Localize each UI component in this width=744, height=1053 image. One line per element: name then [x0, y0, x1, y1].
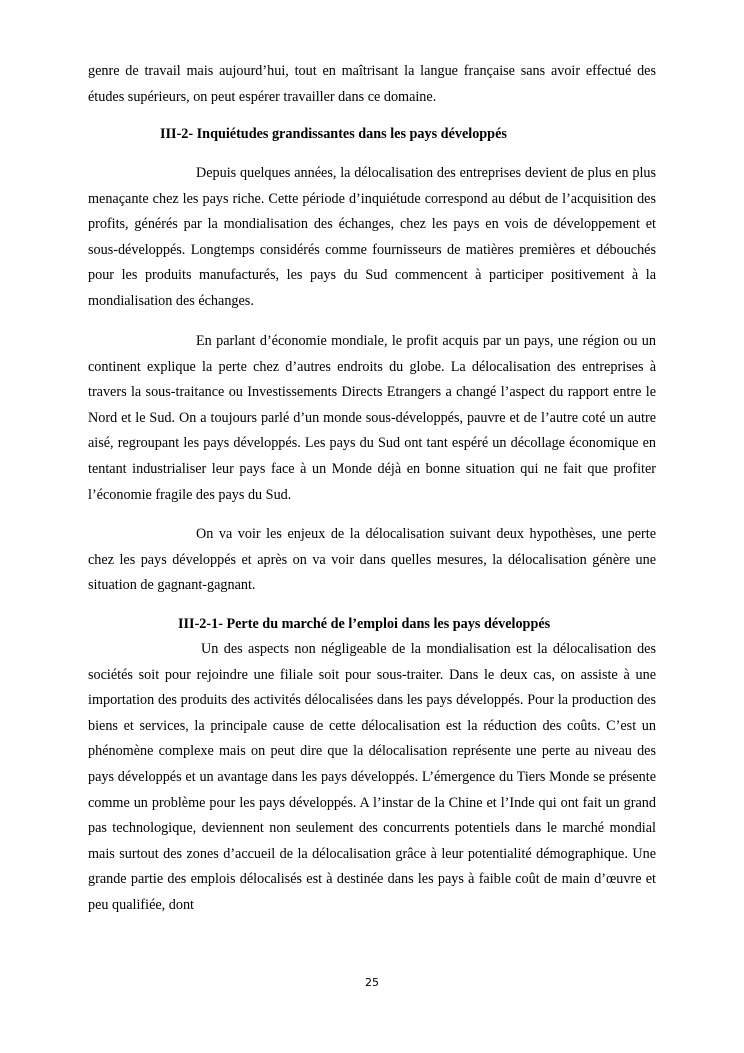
- paragraph-1: Depuis quelques années, la délocalisation des entreprises devient de plus en plus menaçante chez les pays riche. Cette période d’inquiétude correspond au début de l’acquisition des profits, générés par la mondialisation des échanges, chez les pays en vois de développement et sous-développés. Longtemps considérés comme fournisseurs de matières premières et débouchés pour les produits manufacturés, les pays du Sud commencent à participer positivement à la mondialisation des échanges.: [88, 165, 656, 309]
- paragraph-2: En parlant d’économie mondiale, le profit acquis par un pays, une région ou un continent explique la perte chez d’autres endroits du globe. La délocalisation des entreprises à travers la sous-traitance ou Investissements Directs Etrangers a changé l’aspect du rapport entre le Nord et le Sud. On a toujours parlé d’un monde sous-développés, pauvre et de l’autre coté un autre aisé, regroupant les pays développés. Les pays du Sud ont tant espéré un décollage économique en tentant industrialiser leur pays face à un Monde déjà en bonne situation qui ne fait que profiter l’économie fragile des pays du Sud.: [88, 333, 656, 503]
- section-heading-iii-2: III-2- Inquiétudes grandissantes dans les pays développés: [160, 126, 507, 142]
- page-number: 25: [365, 976, 379, 989]
- section-heading-iii-2-1: III-2-1- Perte du marché de l’emploi dans les pays développés: [178, 616, 551, 632]
- paragraph-intro: genre de travail mais aujourd’hui, tout en maîtrisant la langue française sans avoir effectué des études supérieurs, on peut espérer travailler dans ce domaine.: [88, 63, 656, 105]
- paragraph-3: On va voir les enjeux de la délocalisation suivant deux hypothèses, une perte chez les pays développés et après on va voir dans quelles mesures, la délocalisation génère une situation de gagnant-gagnant.: [88, 526, 656, 594]
- paragraph-4: Un des aspects non négligeable de la mondialisation est la délocalisation des sociétés soit pour rejoindre une filiale soit pour sous-traiter. Dans le deux cas, on assiste à une importation des produits des activités délocalisées dans les pays développés. Pour la production des biens et services, la principale cause de cette délocalisation est la réduction des coûts. C’est un phénomène complexe mais on peut dire que la délocalisation représente une perte au niveau des pays développés et un avantage dans les pays développés. L’émergence du Tiers Monde se présente comme un problème pour les pays développés. A l’instar de la Chine et l’Inde qui ont fait un grand pas technologique, deviennent non seulement des concurrents potentiels dans le marché mondial mais surtout des zones d’accueil de la délocalisation grâce à leur potentialité démographique. Une grande partie des emplois délocalisés est à destinée dans les pays à faible coût de main d’œuvre et peu qualifiée, dont: [88, 641, 656, 913]
